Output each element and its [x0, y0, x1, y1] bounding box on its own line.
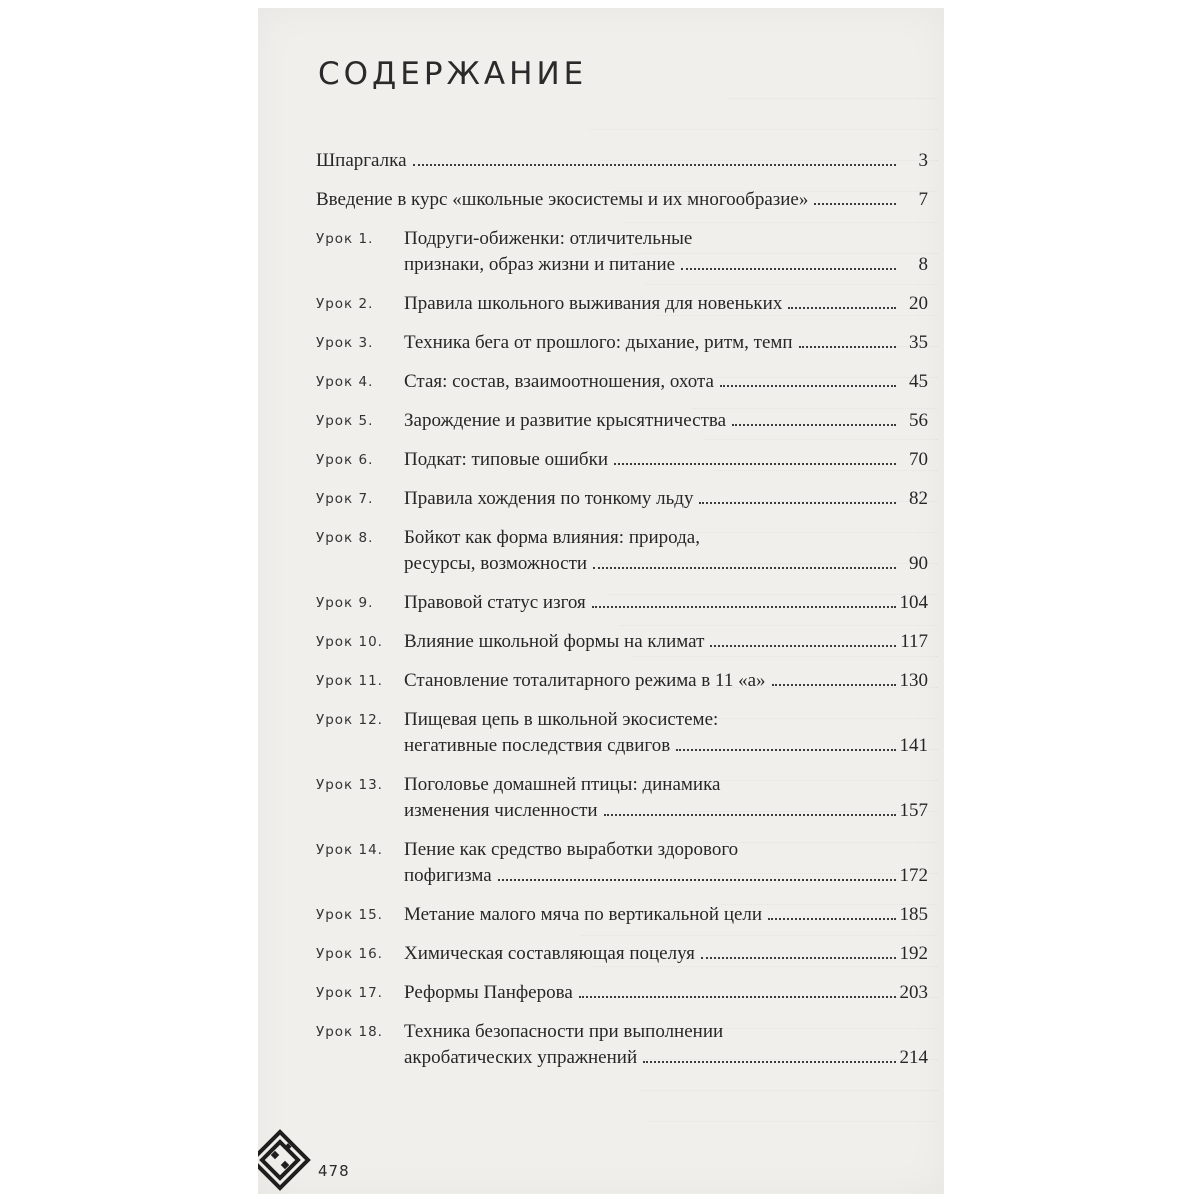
- dot-leader: [676, 749, 895, 751]
- lesson-label: Урок 16.: [316, 946, 383, 962]
- toc-entry-lesson-12[interactable]: [316, 707, 928, 759]
- toc-entry-lesson-4[interactable]: [316, 369, 928, 395]
- toc-entry-cheatsheet[interactable]: [316, 148, 928, 174]
- toc-entry-title-line: Поголовье домашней птицы: динамика: [404, 774, 721, 795]
- toc-entry-title-line: акробатических упражнений: [404, 1047, 638, 1068]
- toc-entry-lesson-7[interactable]: [316, 486, 928, 512]
- book-page: [258, 8, 944, 1194]
- dot-leader: [604, 814, 896, 816]
- toc-entry-page: 45: [909, 371, 928, 392]
- dot-leader: [701, 957, 896, 959]
- toc-entry-lesson-17[interactable]: [316, 980, 928, 1006]
- toc-entry-page: 203: [899, 982, 928, 1003]
- lesson-label: Урок 13.: [316, 777, 383, 793]
- toc-entry-title-line: Подруги-обиженки: отличительные: [404, 228, 693, 249]
- toc-entry-title-line: Зарождение и развитие крысятничества: [404, 410, 727, 431]
- toc-entry-page: 214: [899, 1047, 928, 1068]
- dot-leader: [768, 918, 895, 920]
- lesson-label: Урок 9.: [316, 595, 374, 611]
- toc-entry-title-line: Правила хождения по тонкому льду: [404, 488, 694, 509]
- lesson-label: Урок 18.: [316, 1024, 383, 1040]
- lesson-label: Урок 2.: [316, 296, 374, 312]
- lesson-label: Урок 15.: [316, 907, 383, 923]
- toc-entry-lesson-5[interactable]: [316, 408, 928, 434]
- toc-entry-page: 117: [900, 631, 928, 652]
- dot-leader: [643, 1061, 895, 1063]
- toc-entry-page: 35: [909, 332, 928, 353]
- dot-leader: [772, 684, 896, 686]
- toc-entry-title-line: пофигизма: [404, 865, 492, 886]
- lesson-label: Урок 6.: [316, 452, 374, 468]
- lesson-label: Урок 8.: [316, 530, 374, 546]
- toc-entry-title-line: Становление тоталитарного режима в 11 «а»: [404, 670, 766, 691]
- page-title: СОДЕРЖАНИЕ: [318, 56, 588, 92]
- toc-entry-page: 82: [909, 488, 928, 509]
- toc-entry-lesson-6[interactable]: [316, 447, 928, 473]
- toc-entry-lesson-16[interactable]: [316, 941, 928, 967]
- dot-leader: [413, 164, 896, 166]
- toc-entry-lesson-11[interactable]: [316, 668, 928, 694]
- toc-entry-page: 20: [909, 293, 928, 314]
- toc-entry-page: 8: [918, 254, 928, 275]
- toc-entry-lesson-18[interactable]: [316, 1019, 928, 1071]
- dot-leader: [720, 385, 896, 387]
- toc-entry-title-line: Подкат: типовые ошибки: [404, 449, 608, 470]
- dot-leader: [699, 502, 896, 504]
- toc-entry-title: Введение в курс «школьные экосистемы и их многообразие»: [316, 189, 809, 210]
- toc-entry-lesson-15[interactable]: [316, 902, 928, 928]
- lesson-label: Урок 5.: [316, 413, 374, 429]
- toc-entry-title-line: Правовой статус изгоя: [404, 592, 586, 613]
- toc-entry-title-line: Правила школьного выживания для новеньких: [404, 293, 783, 314]
- toc-entry-lesson-3[interactable]: [316, 330, 928, 356]
- lesson-label: Урок 11.: [316, 673, 383, 689]
- lesson-label: Урок 3.: [316, 335, 374, 351]
- toc-entry-title-line: Влияние школьной формы на климат: [404, 631, 705, 652]
- toc-entry-title-line: Техника бега от прошлого: дыхание, ритм, темп: [404, 332, 793, 353]
- toc-entry-page: 172: [899, 865, 928, 886]
- lesson-label: Урок 12.: [316, 712, 383, 728]
- dot-leader: [498, 879, 896, 881]
- toc-entry-lesson-8[interactable]: [316, 525, 928, 577]
- dot-leader: [579, 996, 896, 998]
- lesson-label: Урок 7.: [316, 491, 374, 507]
- table-of-contents: [316, 148, 928, 1084]
- toc-entry-page: 104: [899, 592, 928, 613]
- dot-leader: [592, 606, 896, 608]
- toc-entry-title-line: Химическая составляющая поцелуя: [404, 943, 695, 964]
- toc-entry-page: 130: [899, 670, 928, 691]
- lesson-label: Урок 10.: [316, 634, 383, 650]
- dot-leader: [710, 645, 896, 647]
- toc-entry-page: 185: [899, 904, 928, 925]
- toc-entry-page: 141: [899, 735, 928, 756]
- toc-entry-title-line: Пищевая цепь в школьной экосистеме:: [404, 709, 719, 730]
- dot-leader: [814, 203, 896, 205]
- toc-entry-lesson-13[interactable]: [316, 772, 928, 824]
- toc-entry-lesson-9[interactable]: [316, 590, 928, 616]
- toc-entry-title-line: Техника безопасности при выполнении: [404, 1021, 724, 1042]
- dot-leader: [614, 463, 896, 465]
- toc-entry-title-line: Стая: состав, взаимоотношения, охота: [404, 371, 714, 392]
- toc-entry-page: 7: [918, 189, 928, 210]
- lesson-list: [316, 226, 928, 1071]
- toc-entry-title-line: Метание малого мяча по вертикальной цели: [404, 904, 763, 925]
- toc-entry-title-line: Бойкот как форма влияния: природа,: [404, 527, 700, 548]
- toc-entry-page: 90: [909, 553, 928, 574]
- toc-entry-lesson-14[interactable]: [316, 837, 928, 889]
- toc-entry-introduction[interactable]: [316, 187, 928, 213]
- dot-leader: [681, 268, 896, 270]
- dot-leader: [799, 346, 896, 348]
- toc-entry-page: 3: [918, 150, 928, 171]
- toc-entry-page: 192: [899, 943, 928, 964]
- dot-leader: [788, 307, 896, 309]
- toc-entry-title-line: негативные последствия сдвигов: [404, 735, 671, 756]
- lesson-label: Урок 14.: [316, 842, 383, 858]
- toc-entry-title-line: ресурсы, возможности: [404, 553, 588, 574]
- toc-entry-title-line: Пение как средство выработки здорового: [404, 839, 739, 860]
- toc-entry-title-line: изменения численности: [404, 800, 598, 821]
- toc-entry-page: 157: [899, 800, 928, 821]
- lesson-label: Урок 1.: [316, 231, 374, 247]
- lesson-label: Урок 4.: [316, 374, 374, 390]
- toc-entry-title-line: Реформы Панферова: [404, 982, 573, 1003]
- lesson-label: Урок 17.: [316, 985, 383, 1001]
- dot-leader: [593, 567, 896, 569]
- toc-entry-page: 56: [909, 410, 928, 431]
- toc-entry-title: Шпаргалка: [316, 150, 407, 171]
- page-number: 478: [318, 1162, 350, 1180]
- toc-entry-title-line: признаки, образ жизни и питание: [404, 254, 676, 275]
- toc-entry-lesson-10[interactable]: [316, 629, 928, 655]
- dot-leader: [732, 424, 896, 426]
- filmstrip-diamond-icon: [258, 1122, 316, 1192]
- toc-entry-lesson-1[interactable]: [316, 226, 928, 278]
- toc-entry-lesson-2[interactable]: [316, 291, 928, 317]
- toc-entry-page: 70: [909, 449, 928, 470]
